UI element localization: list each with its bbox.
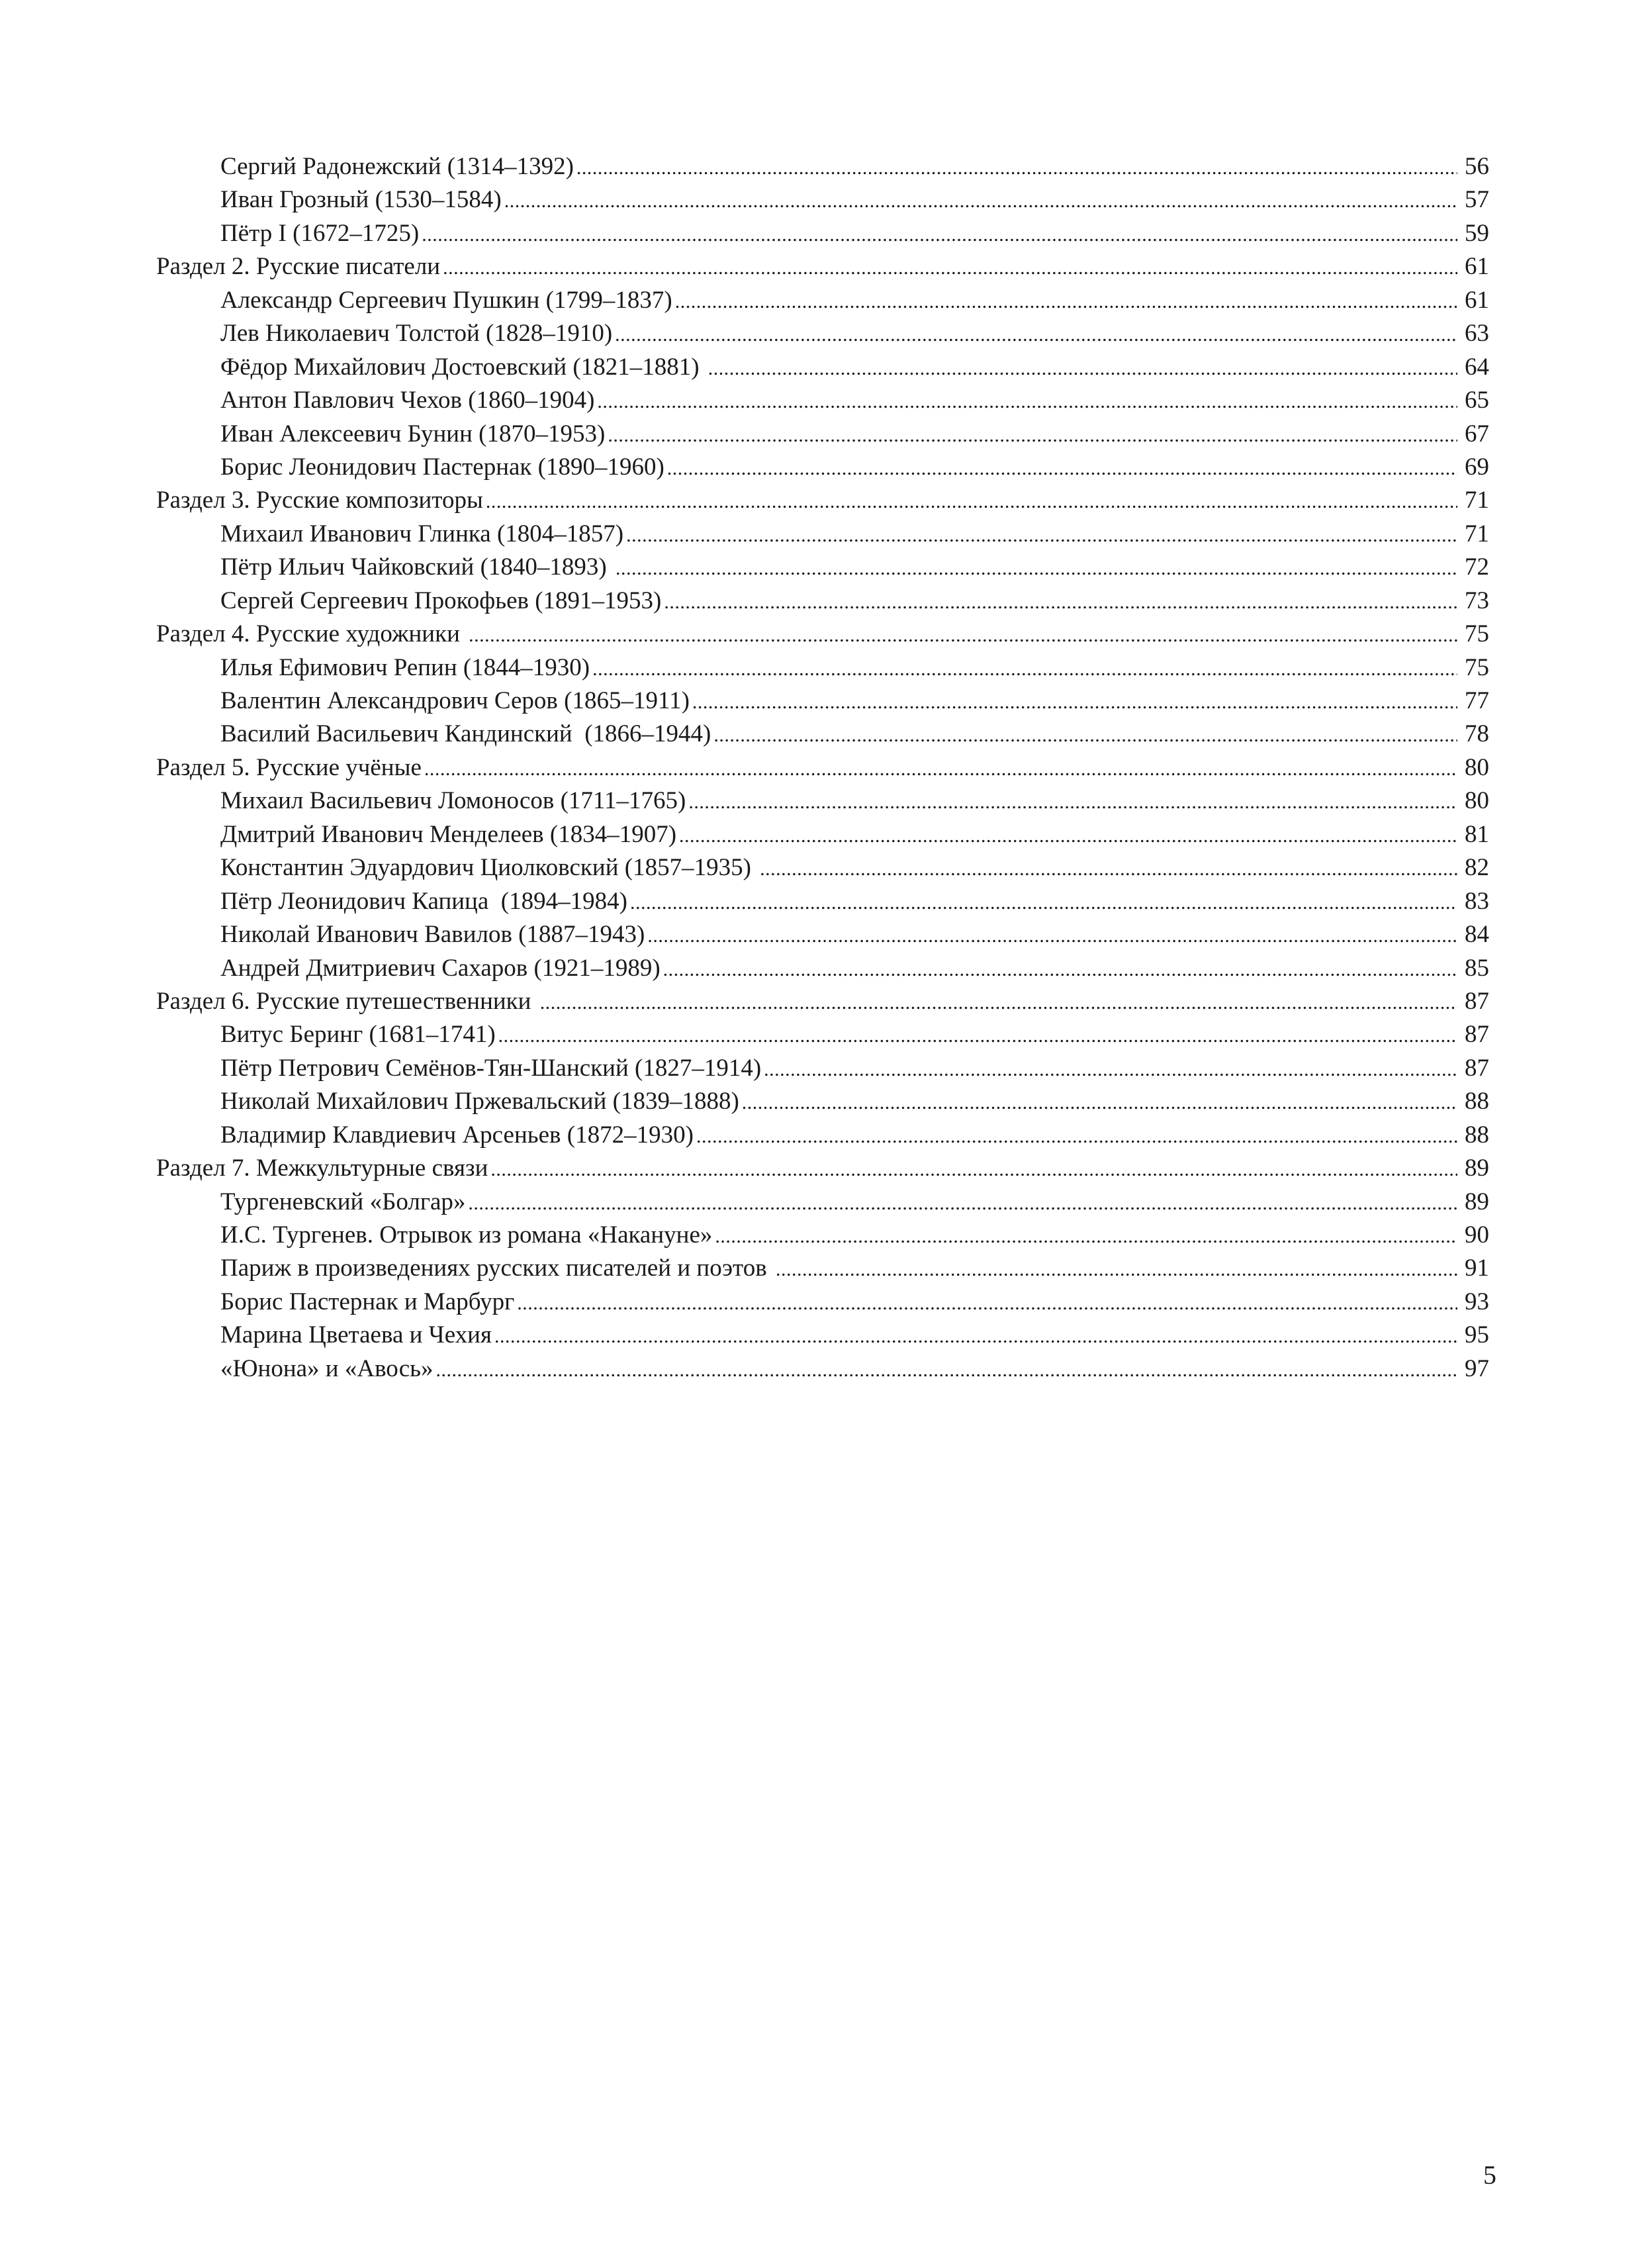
toc-entry-page: 84 bbox=[1465, 921, 1489, 949]
toc-dot-leader bbox=[647, 920, 1457, 951]
toc-dot-leader bbox=[760, 853, 1457, 884]
toc-entry-title: Сергей Сергеевич Прокофьев (1891–1953) bbox=[220, 587, 662, 614]
toc-entry bbox=[156, 685, 1489, 718]
toc-dot-leader bbox=[424, 753, 1457, 784]
toc-entry bbox=[156, 150, 1489, 183]
table-of-contents bbox=[156, 150, 1489, 1386]
toc-entry-page: 90 bbox=[1465, 1221, 1489, 1249]
toc-entry bbox=[156, 317, 1489, 350]
toc-entry-page: 61 bbox=[1465, 286, 1489, 314]
toc-entry-page: 78 bbox=[1465, 720, 1489, 748]
toc-entry bbox=[156, 818, 1489, 851]
toc-dot-leader bbox=[517, 1287, 1457, 1319]
toc-dot-leader bbox=[422, 218, 1457, 250]
toc-entry-page: 73 bbox=[1465, 587, 1489, 614]
toc-entry-page: 67 bbox=[1465, 420, 1489, 448]
toc-entry bbox=[156, 718, 1489, 751]
toc-entry-title: Раздел 5. Русские учёные bbox=[156, 753, 422, 781]
toc-entry-page: 59 bbox=[1465, 219, 1489, 247]
toc-entry-page: 57 bbox=[1465, 186, 1489, 214]
toc-entry-title: Николай Михайлович Пржевальский (1839–1888) bbox=[220, 1088, 739, 1115]
toc-entry-title: Пётр Петрович Семёнов-Тян-Шанский (1827–1914) bbox=[220, 1054, 762, 1082]
toc-section-entry bbox=[156, 985, 1489, 1018]
toc-entry bbox=[156, 551, 1489, 584]
toc-dot-leader bbox=[468, 1187, 1457, 1219]
toc-entry-title: Дмитрий Иванович Менделеев (1834–1907) bbox=[220, 820, 677, 848]
toc-dot-leader bbox=[688, 786, 1457, 818]
toc-entry-title: Пётр I (1672–1725) bbox=[220, 219, 420, 247]
toc-entry-page: 63 bbox=[1465, 320, 1489, 348]
toc-dot-leader bbox=[626, 519, 1457, 551]
toc-entry-title: Николай Иванович Вавилов (1887–1943) bbox=[220, 921, 645, 949]
toc-entry-page: 80 bbox=[1465, 753, 1489, 781]
toc-entry bbox=[156, 1319, 1489, 1352]
toc-entry-title: Иван Алексеевич Бунин (1870–1953) bbox=[220, 420, 606, 448]
toc-entry-page: 81 bbox=[1465, 820, 1489, 848]
toc-entry-page: 75 bbox=[1465, 653, 1489, 681]
toc-entry-title: Раздел 4. Русские художники bbox=[156, 620, 467, 648]
toc-entry bbox=[156, 1352, 1489, 1386]
toc-entry-page: 85 bbox=[1465, 954, 1489, 982]
toc-entry-title: Илья Ефимович Репин (1844–1930) bbox=[220, 653, 590, 681]
toc-entry-title: Раздел 3. Русские композиторы bbox=[156, 487, 483, 514]
toc-entry-title: Андрей Дмитриевич Сахаров (1921–1989) bbox=[220, 954, 661, 982]
toc-entry-title: Антон Павлович Чехов (1860–1904) bbox=[220, 387, 595, 414]
toc-section-entry bbox=[156, 618, 1489, 651]
toc-entry-page: 97 bbox=[1465, 1354, 1489, 1382]
toc-entry-page: 69 bbox=[1465, 453, 1489, 481]
toc-dot-leader bbox=[663, 953, 1457, 985]
toc-dot-leader bbox=[469, 619, 1457, 651]
toc-entry-title: Пётр Леонидович Капица (1894–1984) bbox=[220, 887, 627, 915]
toc-entry bbox=[156, 1252, 1489, 1285]
toc-entry bbox=[156, 851, 1489, 884]
toc-entry-page: 87 bbox=[1465, 1021, 1489, 1049]
toc-entry-page: 91 bbox=[1465, 1254, 1489, 1282]
toc-entry-title: Раздел 2. Русские писатели bbox=[156, 253, 441, 281]
toc-entry-title: Париж в произведениях русских писателей и поэтов bbox=[220, 1254, 773, 1282]
toc-entry-title: Тургеневский «Болгар» bbox=[220, 1188, 466, 1215]
toc-dot-leader bbox=[436, 1354, 1457, 1386]
toc-entry bbox=[156, 183, 1489, 216]
toc-entry-page: 61 bbox=[1465, 253, 1489, 281]
toc-entry-title: «Юнона» и «Авось» bbox=[220, 1354, 433, 1382]
toc-entry-title: Раздел 6. Русские путешественники bbox=[156, 987, 537, 1015]
toc-entry-page: 80 bbox=[1465, 787, 1489, 815]
toc-entry bbox=[156, 918, 1489, 951]
toc-dot-leader bbox=[597, 385, 1457, 417]
toc-entry-page: 88 bbox=[1465, 1088, 1489, 1115]
toc-entry-page: 71 bbox=[1465, 520, 1489, 547]
toc-entry-title: Василий Васильевич Кандинский (1866–1944) bbox=[220, 720, 711, 748]
toc-dot-leader bbox=[742, 1086, 1457, 1118]
page-number: 5 bbox=[1483, 2160, 1496, 2190]
toc-entry-page: 95 bbox=[1465, 1321, 1489, 1349]
toc-entry-title: Пётр Ильич Чайковский (1840–1893) bbox=[220, 553, 613, 581]
toc-entry bbox=[156, 1186, 1489, 1219]
toc-dot-leader bbox=[696, 1120, 1457, 1152]
toc-entry-title: Сергий Радонежский (1314–1392) bbox=[220, 153, 574, 180]
toc-dot-leader bbox=[679, 820, 1457, 851]
toc-dot-leader bbox=[494, 1320, 1457, 1352]
toc-dot-leader bbox=[664, 586, 1457, 618]
toc-entry bbox=[156, 418, 1489, 451]
toc-entry-page: 75 bbox=[1465, 620, 1489, 648]
toc-dot-leader bbox=[540, 986, 1457, 1018]
toc-entry bbox=[156, 518, 1489, 551]
toc-entry bbox=[156, 885, 1489, 918]
toc-entry bbox=[156, 1052, 1489, 1085]
toc-dot-leader bbox=[675, 285, 1457, 317]
toc-section-entry bbox=[156, 250, 1489, 283]
toc-entry-title: Фёдор Михайлович Достоевский (1821–1881) bbox=[220, 353, 706, 381]
toc-dot-leader bbox=[498, 1019, 1457, 1051]
toc-dot-leader bbox=[667, 452, 1457, 484]
toc-entry bbox=[156, 651, 1489, 685]
toc-entry bbox=[156, 952, 1489, 985]
toc-dot-leader bbox=[576, 152, 1457, 183]
toc-entry-page: 71 bbox=[1465, 487, 1489, 514]
toc-entry-title: Витус Беринг (1681–1741) bbox=[220, 1021, 496, 1049]
toc-entry-title: Валентин Александрович Серов (1865–1911) bbox=[220, 687, 690, 714]
toc-entry-page: 87 bbox=[1465, 1054, 1489, 1082]
toc-entry bbox=[156, 351, 1489, 384]
toc-entry-page: 88 bbox=[1465, 1121, 1489, 1149]
toc-entry bbox=[156, 1119, 1489, 1152]
toc-entry bbox=[156, 384, 1489, 417]
toc-entry bbox=[156, 451, 1489, 484]
toc-dot-leader bbox=[504, 185, 1457, 216]
toc-entry-page: 89 bbox=[1465, 1188, 1489, 1215]
toc-dot-leader bbox=[692, 686, 1457, 718]
toc-entry bbox=[156, 1286, 1489, 1319]
toc-entry-title: Александр Сергеевич Пушкин (1799–1837) bbox=[220, 286, 672, 314]
toc-entry-page: 64 bbox=[1465, 353, 1489, 381]
toc-dot-leader bbox=[708, 352, 1457, 384]
toc-dot-leader bbox=[713, 719, 1457, 751]
toc-entry-page: 65 bbox=[1465, 387, 1489, 414]
toc-entry-page: 56 bbox=[1465, 153, 1489, 180]
toc-dot-leader bbox=[486, 485, 1457, 517]
toc-dot-leader bbox=[490, 1153, 1457, 1185]
toc-entry-title: Борис Пастернак и Марбург bbox=[220, 1288, 515, 1315]
toc-section-entry bbox=[156, 751, 1489, 784]
toc-entry-title: Раздел 7. Межкультурные связи bbox=[156, 1155, 488, 1182]
toc-dot-leader bbox=[630, 886, 1457, 918]
toc-section-entry bbox=[156, 484, 1489, 517]
toc-dot-leader bbox=[592, 653, 1457, 685]
toc-entry-title: Михаил Иванович Глинка (1804–1857) bbox=[220, 520, 624, 547]
toc-entry bbox=[156, 284, 1489, 317]
toc-entry-title: И.С. Тургенев. Отрывок из романа «Накануне» bbox=[220, 1221, 713, 1249]
toc-dot-leader bbox=[616, 552, 1457, 584]
toc-entry-title: Константин Эдуардович Циолковский (1857–1935) bbox=[220, 854, 758, 882]
toc-entry-title: Иван Грозный (1530–1584) bbox=[220, 186, 502, 214]
toc-entry-page: 89 bbox=[1465, 1155, 1489, 1182]
toc-dot-leader bbox=[715, 1220, 1457, 1252]
toc-dot-leader bbox=[615, 318, 1457, 350]
toc-entry-page: 82 bbox=[1465, 854, 1489, 882]
toc-entry bbox=[156, 1018, 1489, 1051]
toc-entry-page: 87 bbox=[1465, 987, 1489, 1015]
toc-entry-title: Марина Цветаева и Чехия bbox=[220, 1321, 492, 1349]
toc-dot-leader bbox=[764, 1053, 1457, 1085]
toc-entry-page: 93 bbox=[1465, 1288, 1489, 1315]
toc-entry bbox=[156, 585, 1489, 618]
toc-entry-page: 77 bbox=[1465, 687, 1489, 714]
toc-dot-leader bbox=[608, 419, 1457, 451]
toc-entry-title: Михаил Васильевич Ломоносов (1711–1765) bbox=[220, 787, 686, 815]
toc-entry-title: Владимир Клавдиевич Арсеньев (1872–1930) bbox=[220, 1121, 694, 1149]
toc-entry-title: Лев Николаевич Толстой (1828–1910) bbox=[220, 320, 613, 348]
toc-dot-leader bbox=[443, 252, 1457, 283]
toc-entry-page: 72 bbox=[1465, 553, 1489, 581]
toc-entry-page: 83 bbox=[1465, 887, 1489, 915]
toc-entry bbox=[156, 784, 1489, 818]
toc-entry-title: Борис Леонидович Пастернак (1890–1960) bbox=[220, 453, 664, 481]
toc-dot-leader bbox=[776, 1253, 1457, 1285]
toc-section-entry bbox=[156, 1152, 1489, 1185]
toc-entry bbox=[156, 217, 1489, 250]
toc-entry bbox=[156, 1219, 1489, 1252]
toc-entry bbox=[156, 1085, 1489, 1118]
